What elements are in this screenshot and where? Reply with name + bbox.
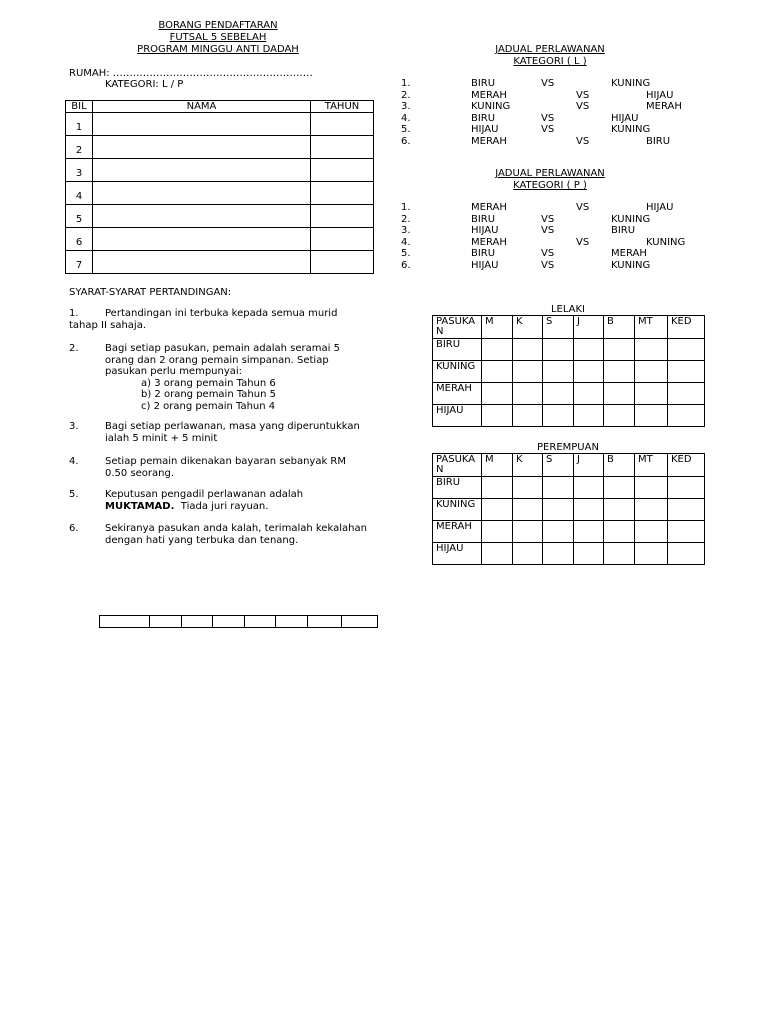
home-team: MERAH (471, 135, 507, 147)
score-cell[interactable] (574, 521, 604, 543)
nama-cell[interactable] (93, 159, 311, 182)
away-team: BIRU (611, 225, 636, 236)
match-row (401, 113, 701, 124)
home-team: BIRU (471, 213, 496, 225)
versus-label: VS (541, 259, 555, 271)
rule-item: b) 2 orang pemain Tahun 5 (141, 389, 276, 400)
match-number: 3. (401, 101, 411, 112)
rule-6 (69, 523, 369, 546)
rule-item: c) 2 orang pemain Tahun 4 (141, 400, 276, 412)
rule-text: Keputusan pengadil perlawanan adalah (105, 489, 304, 500)
row-number: 2 (66, 136, 93, 159)
home-team: BIRU (471, 112, 496, 124)
score-cell[interactable] (574, 405, 604, 427)
table-row (66, 251, 374, 274)
standings-p-table (432, 453, 705, 565)
team-name: HIJAU (433, 543, 482, 565)
home-team: MERAH (471, 202, 507, 213)
standings-p-title: PEREMPUAN (537, 442, 599, 453)
rule-text: Setiap pemain dikenakan bayaran sebanyak RM 0.50 seorang. (105, 456, 347, 479)
col-pasukan: PASUKAN (433, 454, 482, 477)
col-s: S (543, 316, 574, 339)
away-team: KUNING (611, 124, 651, 135)
table-row (66, 205, 374, 228)
col-k: K (513, 454, 543, 477)
score-cell[interactable] (482, 339, 513, 361)
table-row (433, 339, 705, 361)
match-number: 4. (401, 236, 411, 248)
match-row (401, 260, 701, 271)
row-number: 6 (66, 228, 93, 251)
score-cell[interactable] (513, 543, 543, 565)
rule-text: Bagi setiap perlawanan, masa yang diperuntukkan ialah 5 minit + 5 minit (105, 421, 360, 444)
score-cell[interactable] (574, 361, 604, 383)
form-subtitle: FUTSAL 5 SEBELAH (169, 32, 267, 43)
schedule-category: KATEGORI ( L ) (513, 56, 587, 67)
away-team: HIJAU (646, 89, 674, 101)
score-cell[interactable] (635, 477, 668, 499)
standings-l-table (432, 315, 705, 427)
score-cell[interactable] (635, 543, 668, 565)
score-cell[interactable] (668, 477, 705, 499)
table-row (433, 499, 705, 521)
score-cell[interactable] (635, 361, 668, 383)
score-cell[interactable] (574, 477, 604, 499)
form-title: BORANG PENDAFTARAN (158, 20, 278, 31)
schedule-l-heading (450, 44, 650, 68)
score-cell[interactable] (482, 361, 513, 383)
blank-cell[interactable] (245, 616, 276, 628)
score-cell[interactable] (513, 339, 543, 361)
table-row (66, 182, 374, 205)
score-cell[interactable] (482, 383, 513, 405)
rule-number: 2. (69, 343, 79, 354)
score-cell[interactable] (604, 339, 635, 361)
nama-cell[interactable] (93, 136, 311, 159)
schedule-title: JADUAL PERLAWANAN (495, 168, 605, 179)
match-row (401, 202, 701, 213)
away-team: MERAH (611, 248, 647, 259)
team-name: BIRU (433, 339, 482, 361)
tahun-cell[interactable] (311, 228, 374, 251)
versus-label: VS (541, 124, 555, 135)
row-number: 7 (66, 251, 93, 274)
score-cell[interactable] (513, 477, 543, 499)
rule-emphasis: MUKTAMAD. (105, 500, 175, 512)
score-cell[interactable] (668, 405, 705, 427)
score-cell[interactable] (668, 543, 705, 565)
team-name: MERAH (433, 521, 482, 543)
tahun-cell[interactable] (311, 159, 374, 182)
row-number: 1 (66, 113, 93, 136)
score-cell[interactable] (604, 383, 635, 405)
match-row (401, 101, 701, 112)
away-team: KUNING (611, 259, 651, 271)
registration-header-row (66, 101, 374, 113)
score-cell[interactable] (668, 383, 705, 405)
schedule-p-heading (450, 168, 650, 192)
score-cell[interactable] (543, 361, 574, 383)
score-cell[interactable] (604, 499, 635, 521)
score-cell[interactable] (543, 477, 574, 499)
score-cell[interactable] (635, 499, 668, 521)
team-name: MERAH (433, 383, 482, 405)
score-cell[interactable] (482, 543, 513, 565)
col-m: M (482, 454, 513, 477)
score-cell[interactable] (635, 383, 668, 405)
score-cell[interactable] (668, 499, 705, 521)
blank-cell[interactable] (276, 616, 308, 628)
versus-label: VS (576, 135, 590, 147)
col-b: B (604, 316, 635, 339)
match-row (401, 214, 701, 225)
score-cell[interactable] (604, 361, 635, 383)
away-team: KUNING (611, 78, 651, 89)
row-number: 4 (66, 182, 93, 205)
score-cell[interactable] (635, 339, 668, 361)
standings-header-row (433, 316, 705, 339)
col-mt: MT (635, 454, 668, 477)
rule-text: Sekiranya pasukan anda kalah, terimalah kekalahan dengan hati yang terbuka dan tenang. (105, 523, 367, 546)
rumah-field: RUMAH: …………………………………………………… (69, 68, 313, 79)
score-cell[interactable] (668, 339, 705, 361)
score-cell[interactable] (635, 405, 668, 427)
match-number: 1. (401, 202, 411, 213)
col-bil: BIL (66, 101, 93, 113)
col-s: S (543, 454, 574, 477)
table-row (433, 383, 705, 405)
match-number: 2. (401, 89, 411, 101)
col-j: J (574, 316, 604, 339)
rule-number: 3. (69, 421, 79, 432)
col-k: K (513, 316, 543, 339)
blank-cell[interactable] (150, 616, 182, 628)
schedule-l-list (401, 78, 701, 148)
table-row (433, 521, 705, 543)
form-program: PROGRAM MINGGU ANTI DADAH (137, 44, 299, 55)
away-team: HIJAU (611, 112, 639, 124)
table-row (66, 228, 374, 251)
form-title-block (118, 20, 318, 56)
nama-cell[interactable] (93, 205, 311, 228)
match-number: 6. (401, 135, 411, 147)
versus-label: VS (576, 89, 590, 101)
col-pasukan: PASUKAN (433, 316, 482, 339)
rule-number: 4. (69, 456, 79, 467)
col-ked: KED (668, 316, 705, 339)
score-cell[interactable] (574, 499, 604, 521)
schedule-title: JADUAL PERLAWANAN (495, 44, 605, 55)
col-j: J (574, 454, 604, 477)
rule-4 (69, 456, 369, 479)
match-row (401, 237, 701, 248)
blank-cell[interactable] (308, 616, 342, 628)
match-number: 6. (401, 259, 411, 271)
tahun-cell[interactable] (311, 182, 374, 205)
match-number: 1. (401, 78, 411, 89)
team-name: KUNING (433, 499, 482, 521)
rules-heading: SYARAT-SYARAT PERTANDINGAN: (69, 287, 232, 298)
match-row (401, 136, 701, 147)
versus-label: VS (541, 248, 555, 259)
match-number: 2. (401, 213, 411, 225)
away-team: KUNING (646, 236, 686, 248)
col-b: B (604, 454, 635, 477)
home-team: HIJAU (471, 259, 499, 271)
score-cell[interactable] (543, 521, 574, 543)
tahun-cell[interactable] (311, 251, 374, 274)
table-row (66, 113, 374, 136)
team-name: HIJAU (433, 405, 482, 427)
versus-label: VS (541, 78, 555, 89)
col-mt: MT (635, 316, 668, 339)
score-cell[interactable] (574, 543, 604, 565)
tahun-cell[interactable] (311, 205, 374, 228)
col-ked: KED (668, 454, 705, 477)
rule-item: a) 3 orang pemain Tahun 6 (141, 377, 276, 389)
score-cell[interactable] (604, 543, 635, 565)
standings-l-title: LELAKI (550, 304, 586, 315)
score-cell[interactable] (482, 499, 513, 521)
team-name: BIRU (433, 477, 482, 499)
home-team: BIRU (471, 248, 496, 259)
home-team: MERAH (471, 89, 507, 101)
match-number: 5. (401, 124, 411, 135)
score-cell[interactable] (543, 339, 574, 361)
away-team: KUNING (611, 213, 651, 225)
score-cell[interactable] (482, 521, 513, 543)
score-cell[interactable] (482, 477, 513, 499)
match-row (401, 124, 701, 135)
score-cell[interactable] (604, 405, 635, 427)
schedule-category: KATEGORI ( P ) (513, 180, 587, 191)
table-row (433, 477, 705, 499)
row-number: 3 (66, 159, 93, 182)
score-cell[interactable] (513, 361, 543, 383)
versus-label: VS (576, 202, 590, 213)
rule-number: 1. (69, 308, 79, 319)
score-cell[interactable] (574, 383, 604, 405)
match-number: 4. (401, 112, 411, 124)
rule-number: 6. (69, 523, 79, 534)
home-team: MERAH (471, 236, 507, 248)
col-tahun: TAHUN (311, 101, 374, 113)
registration-table (65, 100, 374, 274)
score-cell[interactable] (513, 405, 543, 427)
blank-cell[interactable] (182, 616, 213, 628)
match-row (401, 248, 701, 259)
versus-label: VS (541, 112, 555, 124)
away-team: MERAH (646, 101, 682, 112)
score-cell[interactable] (543, 499, 574, 521)
standings-header-row (433, 454, 705, 477)
match-number: 5. (401, 248, 411, 259)
score-cell[interactable] (604, 521, 635, 543)
score-cell[interactable] (513, 383, 543, 405)
rule-number: 5. (69, 489, 79, 500)
col-m: M (482, 316, 513, 339)
team-name: KUNING (433, 361, 482, 383)
score-cell[interactable] (668, 361, 705, 383)
score-cell[interactable] (635, 521, 668, 543)
home-team: BIRU (471, 78, 496, 89)
score-cell[interactable] (513, 499, 543, 521)
blank-cell[interactable] (342, 616, 378, 628)
match-row (401, 225, 701, 236)
col-nama: NAMA (93, 101, 311, 113)
away-team: BIRU (646, 135, 671, 147)
rule-text: Bagi setiap pasukan, pemain adalah seramai 5 orang dan 2 orang pemain simpanan. Setiap pasukan perlu mempunyai: (105, 343, 340, 377)
blank-cell[interactable] (213, 616, 245, 628)
rule-5 (69, 489, 369, 512)
rule-1 (69, 308, 369, 331)
nama-cell[interactable] (93, 182, 311, 205)
rule-2 (69, 343, 369, 412)
score-cell[interactable] (482, 405, 513, 427)
match-row (401, 78, 701, 89)
rule-3 (69, 421, 369, 444)
schedule-p-list (401, 202, 701, 272)
nama-cell[interactable] (93, 228, 311, 251)
versus-label: VS (576, 236, 590, 248)
table-row (100, 616, 378, 628)
versus-label: VS (541, 225, 555, 236)
rule-tail: Tiada juri rayuan. (180, 500, 269, 512)
blank-strip-table (99, 615, 378, 628)
match-row (401, 90, 701, 101)
home-team: KUNING (471, 101, 511, 112)
kategori-field: KATEGORI: L / P (105, 79, 184, 90)
table-row (66, 136, 374, 159)
score-cell[interactable] (543, 383, 574, 405)
score-cell[interactable] (513, 521, 543, 543)
score-cell[interactable] (604, 477, 635, 499)
score-cell[interactable] (574, 339, 604, 361)
blank-cell[interactable] (100, 616, 150, 628)
score-cell[interactable] (543, 405, 574, 427)
table-row (433, 405, 705, 427)
row-number: 5 (66, 205, 93, 228)
home-team: HIJAU (471, 225, 499, 236)
table-row (433, 361, 705, 383)
versus-label: VS (541, 213, 555, 225)
versus-label: VS (576, 101, 590, 112)
nama-cell[interactable] (93, 251, 311, 274)
home-team: HIJAU (471, 124, 499, 135)
nama-cell[interactable] (93, 113, 311, 136)
table-row (433, 543, 705, 565)
score-cell[interactable] (543, 543, 574, 565)
table-row (66, 159, 374, 182)
away-team: HIJAU (646, 202, 674, 213)
tahun-cell[interactable] (311, 136, 374, 159)
match-number: 3. (401, 225, 411, 236)
score-cell[interactable] (668, 521, 705, 543)
rule-text-cont (105, 501, 369, 513)
tahun-cell[interactable] (311, 113, 374, 136)
rule-text: Pertandingan ini terbuka kepada semua murid tahap II sahaja. (69, 308, 338, 331)
